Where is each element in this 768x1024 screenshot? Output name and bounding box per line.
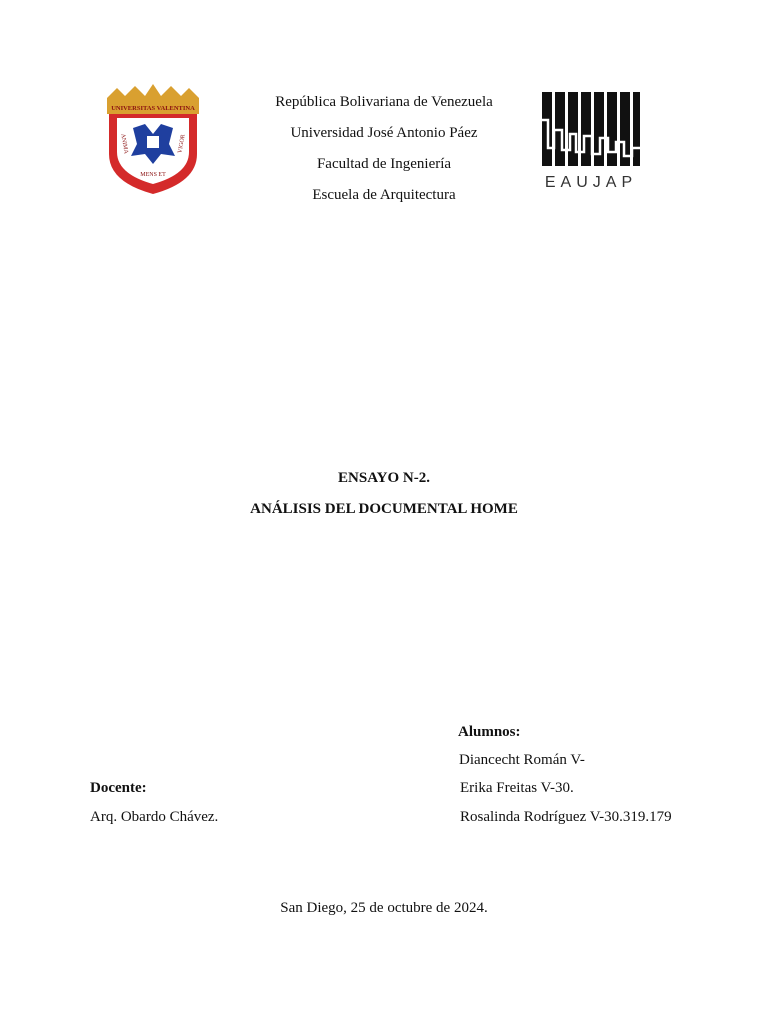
students-label: Alumnos: [458,724,521,740]
university-crest-logo [103,84,203,196]
crest-left-text: ANIMA [119,133,129,155]
institution-header [234,93,534,217]
crest-bottom-text: MENS ET [140,172,166,178]
essay-number: ENSAYO N-2. [338,470,430,486]
crest-banner-text: UNIVERSITAS VALENTINA [111,105,195,112]
student-name: Rosalinda Rodríguez V-30.319.179 [460,809,672,825]
essay-title [0,469,768,531]
eaujap-caption: EAUJAP [544,174,638,191]
teacher-name: Arq. Obardo Chávez. [90,809,219,825]
header-line-school: Escuela de Arquitectura [312,187,456,203]
header-line-faculty: Facultad de Ingeniería [316,156,452,172]
student-name: Diancecht Román V- [459,752,585,768]
student-name: Erika Freitas V-30. [460,780,574,796]
eaujap-logo [540,90,642,192]
teacher-label: Docente: [90,780,147,796]
header-line-republic: República Bolivariana de Venezuela [275,94,493,110]
header-line-university: Universidad José Antonio Páez [290,125,478,141]
essay-subject: ANÁLISIS DEL DOCUMENTAL HOME [250,501,518,517]
document-date: San Diego, 25 de octubre de 2024. [280,900,488,916]
crest-right-text: VIGOR [177,133,187,154]
